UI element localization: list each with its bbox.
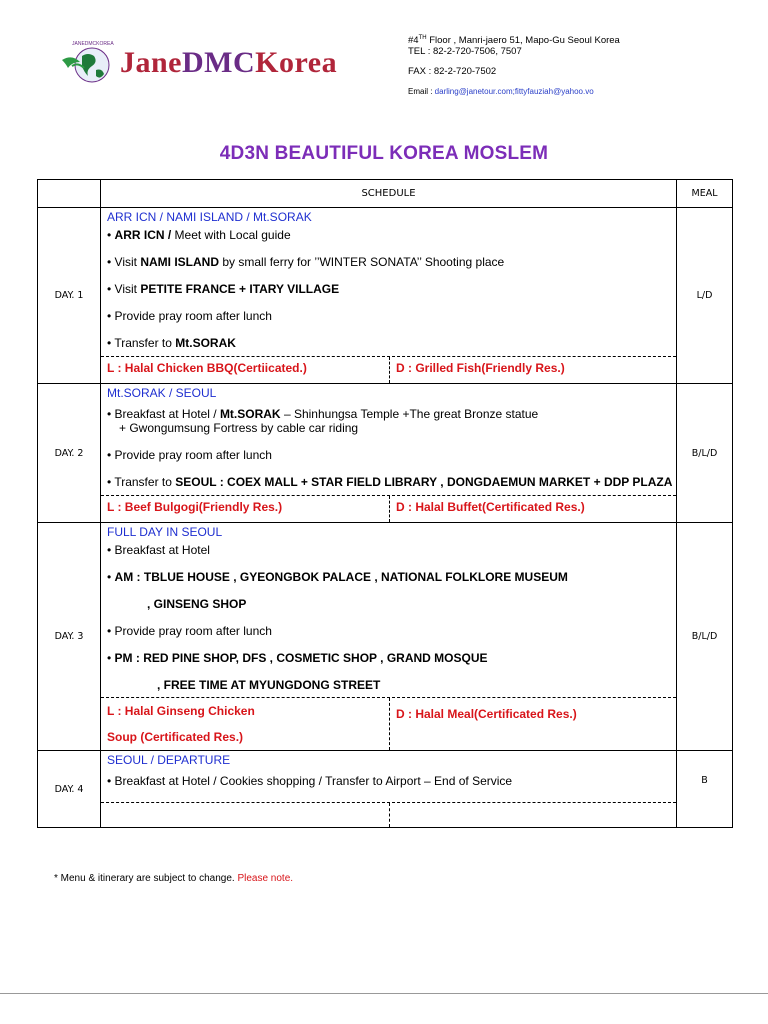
logo-wordmark [120, 46, 337, 80]
dinner-detail: D : Halal Buffet(Certificated Res.) [396, 500, 585, 514]
list-item: • PM : RED PINE SHOP, DFS , COSMETIC SHOP , GRAND MOSQUE [107, 651, 488, 665]
table-header-row [38, 180, 733, 208]
fax-line: FAX : 82-2-720-7502 [408, 66, 497, 78]
footnote-text: * Menu & itinerary are subject to change. [54, 873, 235, 884]
dinner-detail [390, 803, 676, 827]
email-line [408, 86, 620, 97]
footnote [54, 873, 293, 884]
day-route: ARR ICN / NAMI ISLAND / Mt.SORAK [107, 210, 312, 224]
lunch-detail: L : Halal Chicken BBQ(Certiicated.) [101, 357, 390, 383]
page-header [0, 0, 768, 120]
header-day [38, 180, 101, 208]
company-logo [58, 40, 388, 90]
dinner-detail: D : Grilled Fish(Friendly Res.) [396, 361, 565, 375]
list-item: • Breakfast at Hotel / Mt.SORAK – Shinhungsa Temple +The great Bronze statue [107, 407, 539, 421]
address-sup: TH [418, 35, 427, 41]
lunch-detail: L : Beef Bulgogi(Friendly Res.) [101, 496, 390, 522]
list-item: • ARR ICN / Meet with Local guide [107, 228, 291, 242]
meal-code: B/L/D [677, 523, 733, 751]
email-link[interactable]: darling@janetour.com;fittyfauziah@yahoo.vo [434, 87, 594, 97]
meal-detail-row [101, 697, 676, 750]
list-item: • Provide pray room after lunch [107, 448, 272, 462]
page-divider [0, 993, 768, 994]
day-content [101, 751, 677, 828]
list-item: • AM : TBLUE HOUSE , GYEONGBOK PALACE , NATIONAL FOLKLORE MUSEUM [107, 570, 568, 584]
schedule-table [37, 179, 733, 828]
address-number: #4 [408, 35, 419, 47]
list-item: • Breakfast at Hotel [107, 543, 210, 557]
header-schedule: SCHEDULE [101, 180, 677, 208]
list-item: , GINSENG SHOP [147, 597, 247, 611]
day-label: DAY. 2 [38, 384, 101, 523]
page-title: 4D3N BEAUTIFUL KOREA MOSLEM [219, 143, 549, 164]
list-item: • Provide pray room after lunch [107, 624, 272, 638]
address-line [408, 33, 620, 46]
tel-line: TEL : 82-2-720-7506, 7507 [408, 46, 522, 58]
day-content [101, 208, 677, 384]
day-label: DAY. 1 [38, 208, 101, 384]
day-label: DAY. 3 [38, 523, 101, 751]
list-item: • Provide pray room after lunch [107, 309, 272, 323]
table-row [38, 384, 733, 523]
meal-detail-row [101, 356, 676, 383]
lunch-detail: L : Halal Ginseng Chicken Soup (Certificated Res.) [101, 698, 390, 750]
list-item: • Transfer to Mt.SORAK [107, 336, 236, 350]
table-row [38, 523, 733, 751]
day-route: Mt.SORAK / SEOUL [107, 386, 217, 400]
dinner-detail: D : Halal Meal(Certificated Res.) [396, 707, 577, 721]
day-content [101, 384, 677, 523]
address-text: Floor , Manri-jaero 51, Mapo-Gu Seoul Korea [426, 35, 620, 47]
list-item: • Breakfast at Hotel / Cookies shopping / Transfer to Airport – End of Service [107, 774, 513, 788]
header-meal: MEAL [677, 180, 733, 208]
logo-korea: Korea [255, 46, 338, 79]
day-content [101, 523, 677, 751]
globe-logo-icon [58, 40, 118, 90]
email-label: Email : [408, 87, 435, 97]
lunch-detail [101, 803, 390, 827]
day-label: DAY. 4 [38, 751, 101, 828]
meal-detail-row [101, 495, 676, 522]
meal-code: B/L/D [677, 384, 733, 523]
logo-dmc: DMC [182, 46, 256, 79]
list-item: • Visit PETITE FRANCE + ITARY VILLAGE [107, 282, 340, 296]
meal-code: B [677, 751, 733, 828]
meal-code: L/D [677, 208, 733, 384]
footnote-note: Please note. [237, 873, 294, 884]
list-item: • Visit NAMI ISLAND by small ferry for ’’WINTER SONATA’’ Shooting place [107, 255, 505, 269]
logo-tagline: JANEDMCKOREA [72, 41, 114, 47]
contact-block [408, 33, 620, 97]
day-route: FULL DAY IN SEOUL [107, 525, 223, 539]
meal-detail-row [101, 802, 676, 827]
table-row [38, 208, 733, 384]
list-item: • Transfer to SEOUL : COEX MALL + STAR FIELD LIBRARY , DONGDAEMUN MARKET + DDP PLAZA [107, 475, 673, 489]
list-item: + Gwongumsung Fortress by cable car riding [119, 421, 359, 435]
day-route: SEOUL / DEPARTURE [107, 753, 231, 767]
logo-jane: Jane [120, 46, 182, 79]
table-row [38, 751, 733, 828]
list-item: , FREE TIME AT MYUNGDONG STREET [157, 678, 381, 692]
